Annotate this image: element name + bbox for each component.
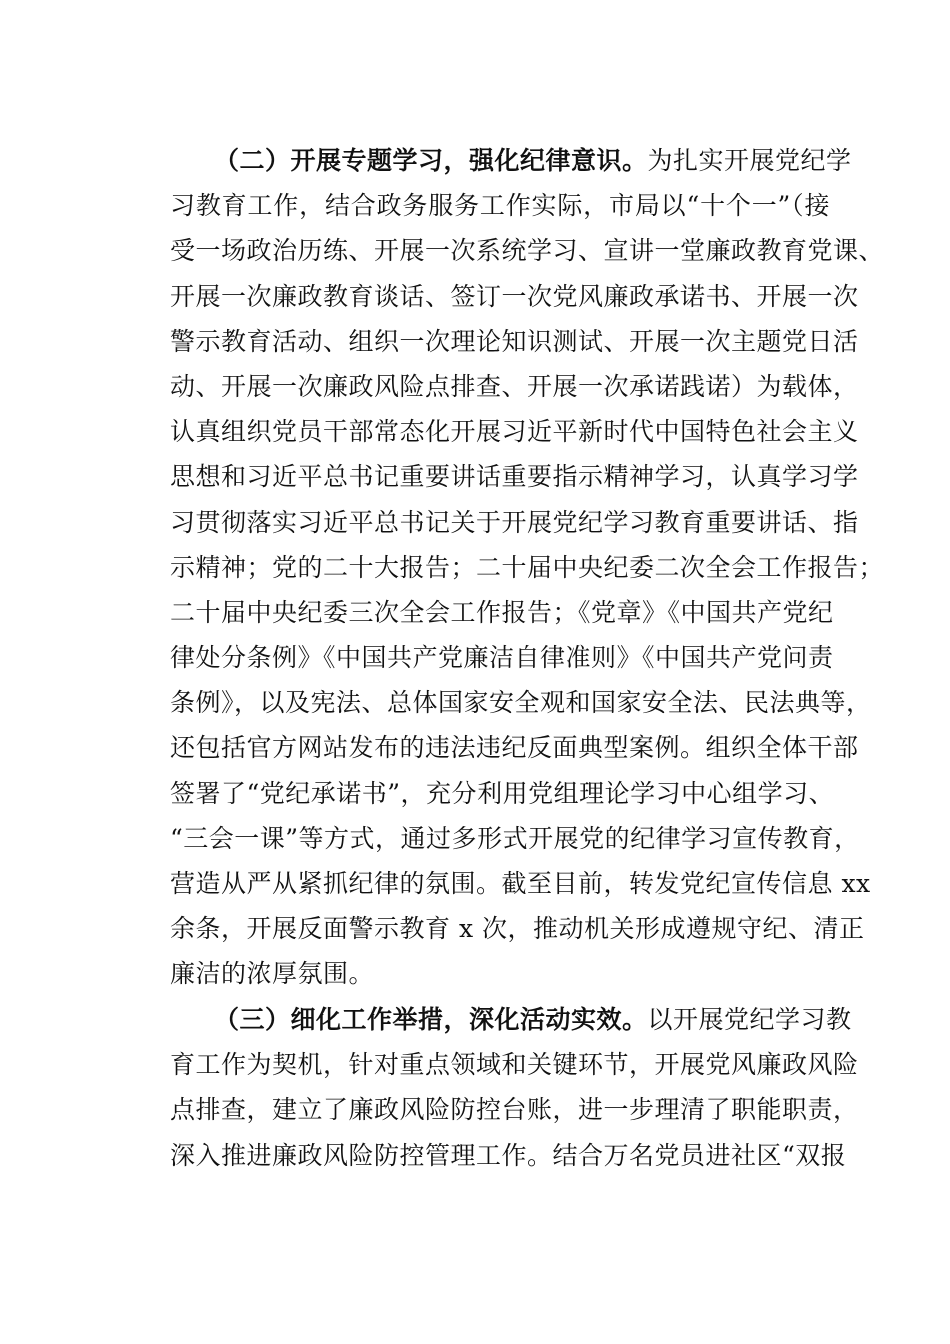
text-line: 点排查，建立了廉政风险防控台账，进一步理清了职能职责， (170, 1095, 859, 1125)
text-line: 受一场政治历练、开展一次系统学习、宣讲一堂廉政教育党课、 (170, 236, 885, 266)
text-line: 动、开展一次廉政风险点排查、开展一次承诺践诺）为载体， (170, 371, 859, 401)
paragraph-3 (170, 997, 859, 1178)
text-line: 习教育工作，结合政务服务工作实际，市局以“十个一”（接 (170, 191, 830, 221)
text-line: 育工作为契机，针对重点领域和关键环节，开展党风廉政风险 (170, 1050, 859, 1080)
text-line: 习贯彻落实习近平总书记关于开展党纪学习教育重要讲话、指 (170, 507, 859, 537)
text-line: 深入推进廉政风险防控管理工作。结合万名党员进社区“双报 (170, 1140, 847, 1170)
paragraph-2-text: 为扎实开展党纪学 (647, 146, 852, 175)
text-line: 签署了“党纪承诺书”，充分利用党组理论学习中心组学习、 (170, 778, 835, 808)
text-line: 思想和习近平总书记重要讲话重要指示精神学习，认真学习学 (170, 462, 859, 492)
text-line: 认真组织党员干部常态化开展习近平新时代中国特色社会主义 (170, 417, 859, 447)
text-line: 余条，开展反面警示教育 x 次，推动机关形成遵规守纪、清正 (170, 914, 865, 944)
text-line: 营造从严从紧抓纪律的氛围。截至目前，转发党纪宣传信息 xx (170, 869, 871, 898)
paragraph-2-heading: （二）开展专题学习，强化纪律意识。 (214, 146, 648, 175)
text-line: 示精神；党的二十大报告；二十届中央纪委二次全会工作报告； (170, 552, 885, 582)
text-line: “三会一课”等方式，通过多形式开展党的纪律学习宣传教育， (170, 823, 860, 853)
paragraph-2-line-1 (170, 138, 852, 183)
text-line: 廉洁的浓厚氛围。 (170, 959, 375, 989)
paragraph-2 (170, 138, 885, 997)
text-line: 律处分条例》《中国共产党廉洁自律准则》《中国共产党问责 (170, 643, 834, 673)
paragraph-3-line-1 (170, 997, 852, 1042)
text-line: 二十届中央纪委三次全会工作报告；《党章》《中国共产党纪 (170, 597, 834, 627)
paragraph-3-text: 以开展党纪学习教 (647, 1005, 852, 1034)
text-line: 开展一次廉政教育谈话、签订一次党风廉政承诺书、开展一次 (170, 281, 859, 311)
paragraph-3-heading: （三）细化工作举措，深化活动实效。 (214, 1005, 648, 1034)
text-line: 条例》，以及宪法、总体国家安全观和国家安全法、民法典等， (170, 688, 872, 718)
text-line: 还包括官方网站发布的违法违纪反面典型案例。组织全体干部 (170, 733, 859, 763)
text-line: 警示教育活动、组织一次理论知识测试、开展一次主题党日活 (170, 326, 859, 356)
